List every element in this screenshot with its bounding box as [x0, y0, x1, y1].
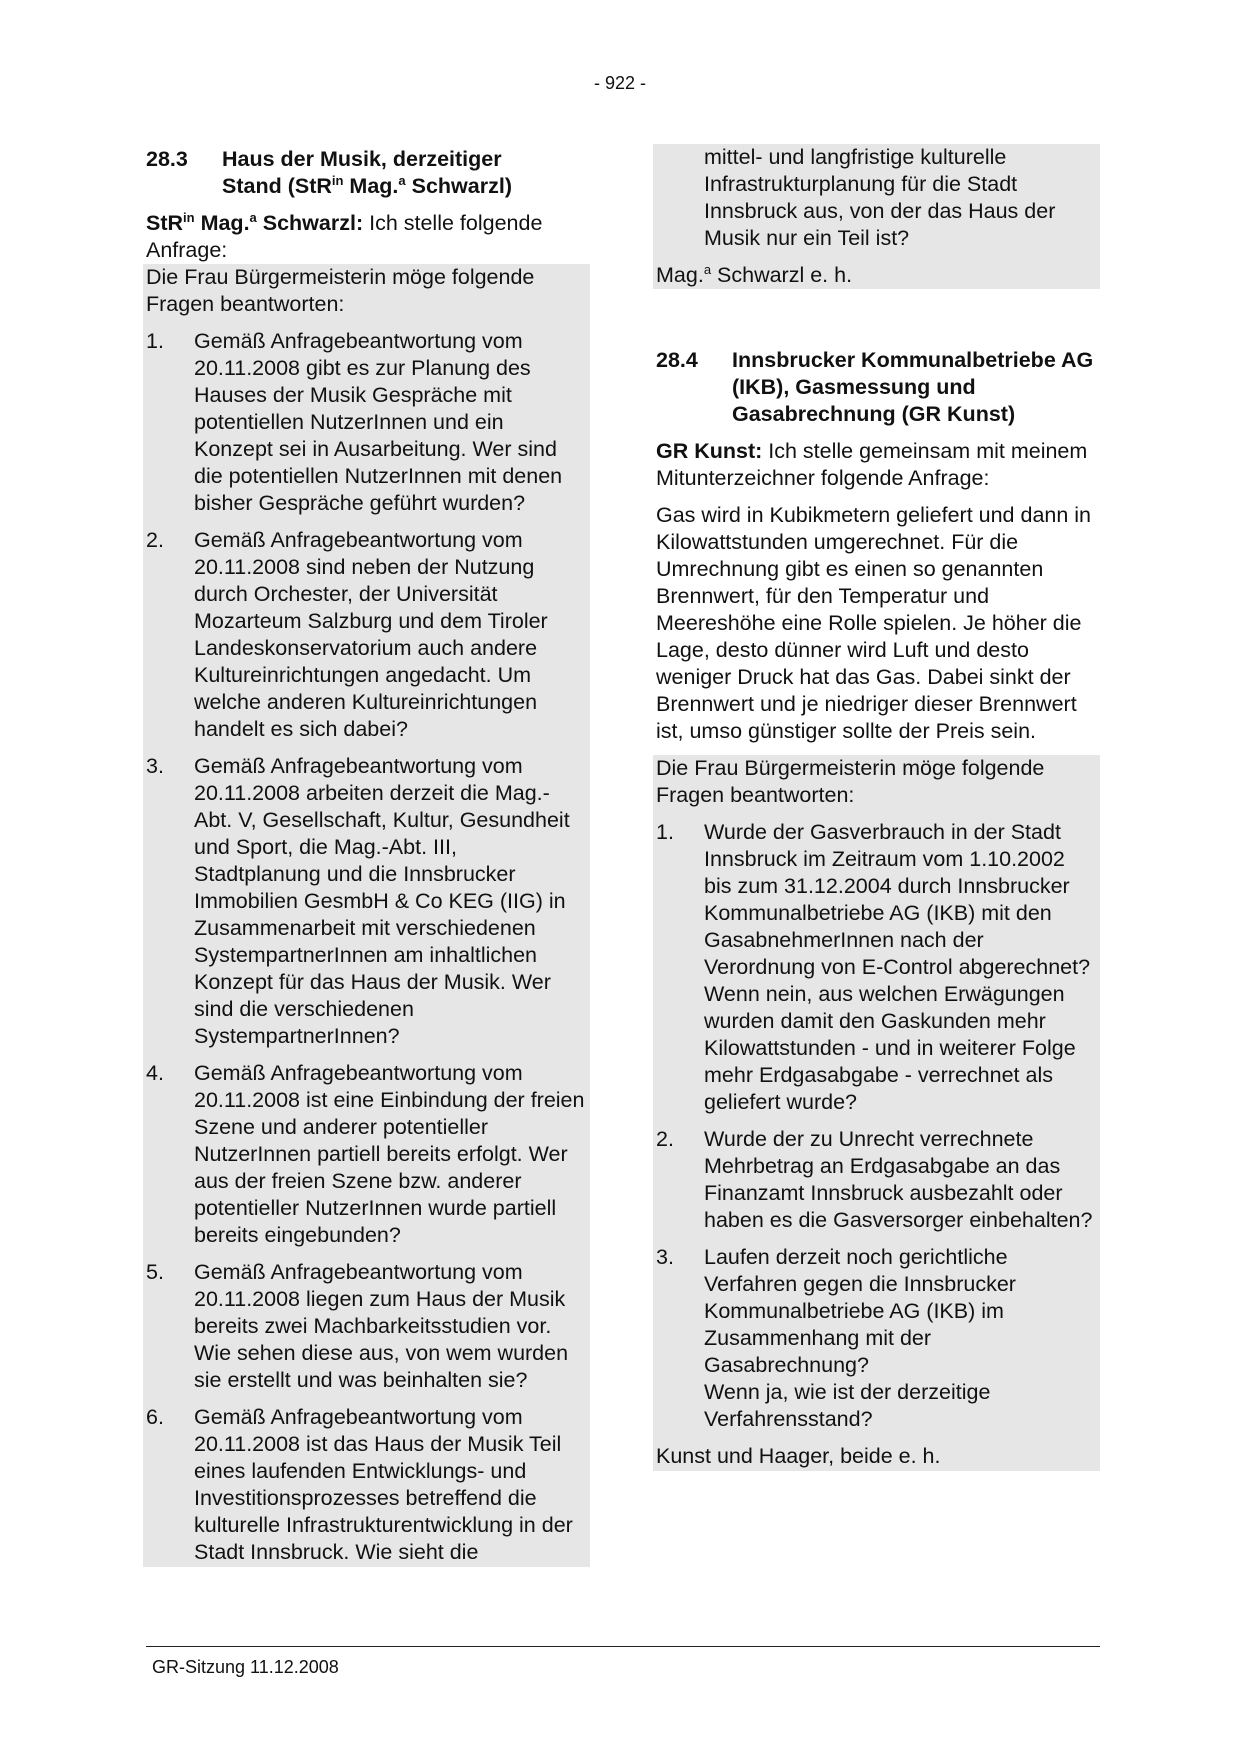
page-number: - 922 - — [593, 73, 647, 93]
question-block — [143, 264, 590, 1567]
request-intro: Die Frau Bürgermeisterin möge folgende Fragen beantworten: — [656, 756, 1045, 807]
section-title: Haus der Musik, derzeitiger Stand (StR$^{in}$ Mag.$^a$ Schwarzl) — [222, 147, 512, 198]
signature: Mag.$^a$ Schwarzl e. h. — [656, 262, 853, 287]
list-item: 3. Laufen derzeit noch gerichtliche Verfahren gegen die Innsbrucker Kommunalbetriebe AG (IKB) im Zusammenhang mit der Gasabrechnung? Wenn ja, wie ist der derzeitige Verfahrensstand? — [656, 1245, 1016, 1431]
body-paragraph: Gas wird in Kubikmetern geliefert und dann in Kilowattstunden umgerechnet. Für die Umrechnung gibt es einen so genannten Brennwert, für den Temperatur und Meereshöhe eine Rolle spielen. Je höher die Lage, desto dünner wird Luft und desto weniger Druck hat das Gas. Dabei sinkt der Brennwert und je niedriger dieser Brennwert ist, umso günstiger sollte der Preis sein. — [656, 503, 1092, 743]
list-item: 3. Gemäß Anfragebeantwortung vom 20.11.2008 arbeiten derzeit die Mag.-Abt. V, Gesellschaft, Kultur, Gesundheit und Sport, die Mag.-Abt. III, Stadtplanung und die Innsbrucker Immobilien GesmbH & Co KEG (IIG) in Zusammenarbeit mit verschiedenen SystempartnerInnen am inhaltlichen Konzept für das Haus der Musik. Wer sind die verschiedenen SystempartnerInnen? — [146, 754, 570, 1048]
section-heading-28-4 — [656, 347, 1100, 428]
list-item: 2. Wurde der zu Unrecht verrechnete Mehrbetrag an Erdgasabgabe an das Finanzamt Innsbruck ausbezahlt oder haben es die Gasversorger einbehalten? — [656, 1127, 1093, 1232]
section-number: 28.3 — [146, 147, 188, 171]
request-intro: Die Frau Bürgermeisterin möge folgende Fragen beantworten: — [146, 265, 535, 316]
footer-divider — [146, 1646, 1100, 1647]
speaker-name: GR Kunst: — [656, 439, 763, 463]
closing-signature: Kunst und Haager, beide e. h. — [656, 1444, 941, 1468]
list-item: 4. Gemäß Anfragebeantwortung vom 20.11.2008 ist eine Einbindung der freien Szene und anderer potentieller NutzerInnen partiell bereits erfolgt. Wer aus der freien Szene bzw. anderer potentieller NutzerInnen wurde partiell bereits eingebunden? — [146, 1061, 585, 1247]
list-item: 1. Gemäß Anfragebeantwortung vom 20.11.2008 gibt es zur Planung des Hauses der Musik Gespräche mit potentiellen NutzerInnen und ein Konzept sei in Ausarbeitung. Wer sind die potentiellen NutzerInnen mit denen bisher Gespräche geführt wurden? — [146, 329, 563, 515]
section-title: Innsbrucker Kommunalbetriebe AG (IKB), Gasmessung und Gasabrechnung (GR Kunst) — [732, 348, 1094, 426]
list-item: 1. Wurde der Gasverbrauch in der Stadt Innsbruck im Zeitraum vom 1.10.2002 bis zum 31.12.2004 durch Innsbrucker Kommunalbetriebe AG (IKB) mit den GasabnehmerInnen nach der Verordnung von E-Control abgerechnet? Wenn nein, aus welchen Erwägungen wurden damit den Gaskunden mehr Kilowattstunden - und in weiterer Folge mehr Erdgasabgabe - verrechnet als geliefert wurde? — [656, 820, 1091, 1114]
list-item: 6. Gemäß Anfragebeantwortung vom 20.11.2008 ist das Haus der Musik Teil eines laufenden Entwicklungs- und Investitionsprozesses betreffend die kulturelle Infrastrukturentwicklung in der Stadt Innsbruck. Wie sieht die — [146, 1405, 573, 1564]
question-block — [653, 755, 1100, 1471]
list-item: 5. Gemäß Anfragebeantwortung vom 20.11.2008 liegen zum Haus der Musik bereits zwei Machbarkeitsstudien vor. Wie sehen diese aus, von wem wurden sie erstellt und was beinhalten sie? — [146, 1260, 569, 1392]
speaker-intro: StR$^{in}$ Mag.$^a$ Schwarzl: Ich stelle folgende Anfrage: — [146, 210, 543, 262]
footer: GR-Sitzung 11.12.2008 — [152, 1657, 339, 1677]
continuation-text: mittel- und langfristige kulturelle Infrastrukturplanung für die Stadt Innsbruck aus, von der das Haus der Musik nur ein Teil ist? — [704, 145, 1056, 250]
speaker-name: StR$^{in}$ Mag.$^a$ Schwarzl: — [146, 210, 364, 235]
continuation-block — [653, 144, 1100, 289]
section-number: 28.4 — [656, 348, 698, 372]
right-column — [656, 146, 1100, 1471]
section-heading-28-3 — [146, 146, 590, 200]
left-column — [146, 146, 590, 1567]
list-item: 2. Gemäß Anfragebeantwortung vom 20.11.2008 sind neben der Nutzung durch Orchester, der Universität Mozarteum Salzburg und dem Tiroler Landeskonservatorium auch andere Kultureinrichtungen angedacht. Um welche anderen Kultureinrichtungen handelt es sich dabei? — [146, 528, 548, 741]
speaker-intro: GR Kunst: Ich stelle gemeinsam mit meinem Mitunterzeichner folgende Anfrage: — [656, 439, 1088, 490]
